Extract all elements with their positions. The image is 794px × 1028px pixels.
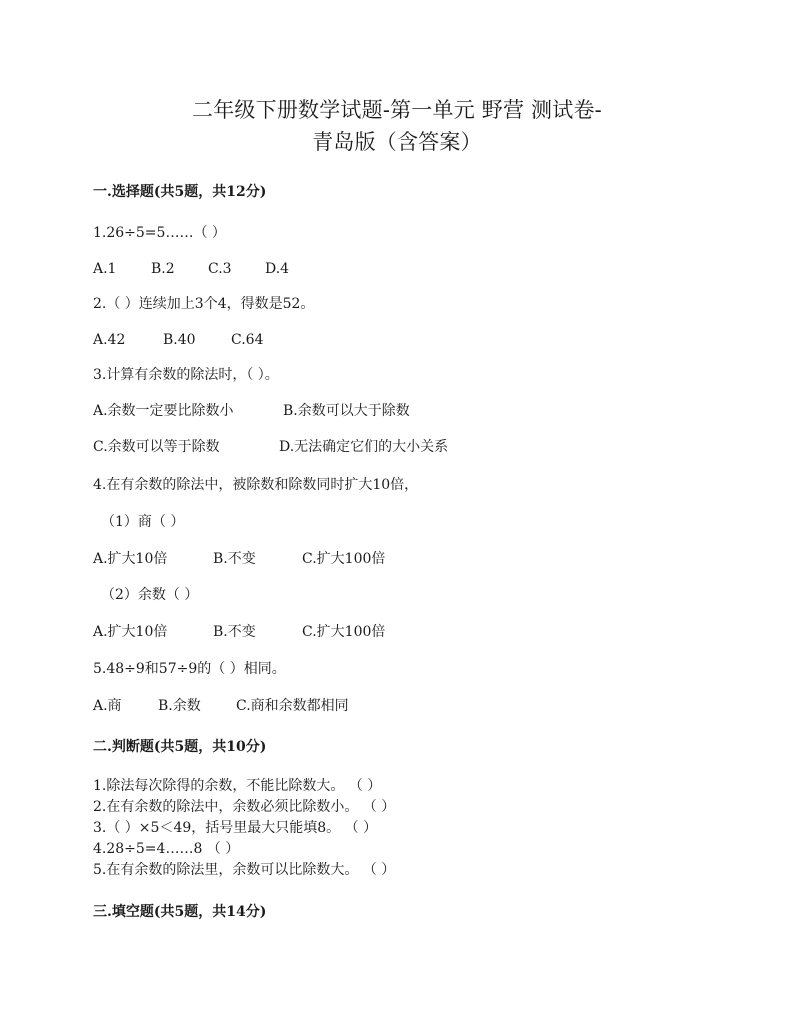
judgement-list: [93, 776, 395, 881]
option-d: D.无法确定它们的大小关系: [279, 439, 449, 455]
option-c: C.扩大100倍: [302, 624, 386, 640]
option-c: C.64: [231, 332, 264, 348]
option-c: C.3: [208, 261, 232, 277]
option-a: A.扩大10倍: [93, 624, 168, 640]
question-3-options-row-2: [93, 438, 448, 456]
question-4-sub-1: （1）商（ ）: [101, 514, 185, 530]
option-c: C.扩大100倍: [302, 551, 386, 567]
question-5: 5.48÷9和57÷9的（ ）相同。: [93, 661, 286, 677]
option-a: A.1: [93, 261, 117, 277]
option-b: B.2: [151, 261, 175, 277]
question-3-options-row-1: [93, 402, 410, 420]
option-b: B.不变: [213, 624, 256, 640]
question-3: 3.计算有余数的除法时，（ ）。: [93, 367, 279, 383]
section-heading-judgement: 二.判断题(共5题，共10分): [93, 739, 267, 755]
option-c: C.余数可以等于除数: [93, 439, 220, 455]
question-4: 4.在有余数的除法中，被除数和除数同时扩大10倍，: [93, 477, 419, 493]
question-2: 2.（ ）连续加上3个4，得数是52。: [93, 296, 315, 312]
judgement-item-4: 4.28÷5=4……8 （ ）: [93, 841, 240, 857]
question-1-options: [93, 260, 289, 278]
option-c: C.商和余数都相同: [236, 698, 349, 714]
question-4-sub-2-options: [93, 623, 385, 641]
question-4-sub-1-options: [93, 550, 385, 568]
option-b: B.余数可以大于除数: [283, 403, 410, 419]
question-1: 1.26÷5=5……（ ）: [93, 225, 226, 241]
option-b: B.余数: [158, 698, 201, 714]
judgement-item-5: 5.在有余数的除法里，余数可以比除数大。 （ ）: [93, 862, 396, 878]
judgement-item-1: 1.除法每次除得的余数，不能比除数大。 （ ）: [93, 778, 382, 794]
option-a: A.扩大10倍: [93, 551, 168, 567]
question-5-options: [93, 697, 349, 715]
section-heading-choice: 一.选择题(共5题，共12分): [93, 184, 267, 200]
question-4-sub-2: （2）余数（ ）: [101, 587, 199, 603]
section-heading-fill-blank: 三.填空题(共5题，共14分): [93, 904, 267, 920]
option-d: D.4: [265, 261, 290, 277]
option-a: A.商: [93, 698, 122, 714]
document-title-line-1: 二年级下册数学试题-第一单元 野营 测试卷-: [192, 98, 602, 122]
document-title-line-2: 青岛版（含答案）: [312, 130, 482, 154]
option-a: A.余数一定要比除数小: [93, 403, 234, 419]
judgement-item-3: 3.（ ）×5＜49，括号里最大只能填8。 （ ）: [93, 820, 378, 836]
question-2-options: [93, 331, 263, 349]
option-b: B.不变: [213, 551, 256, 567]
option-b: B.40: [163, 332, 196, 348]
judgement-item-2: 2.在有余数的除法中，余数必须比除数小。 （ ）: [93, 799, 396, 815]
option-a: A.42: [93, 332, 126, 348]
